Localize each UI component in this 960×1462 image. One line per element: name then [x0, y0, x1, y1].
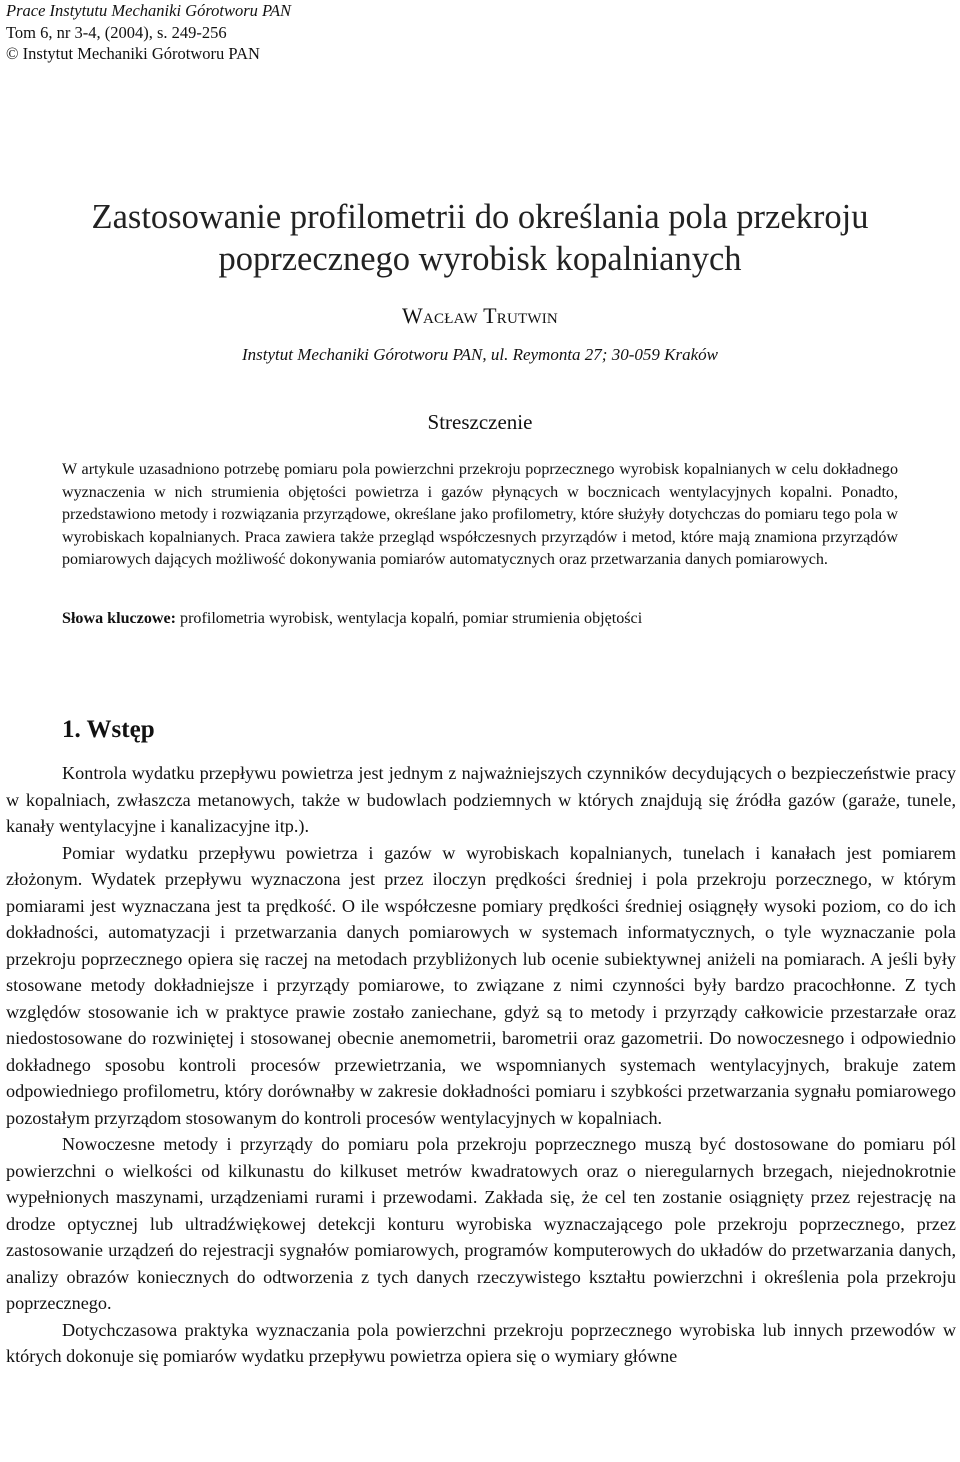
body-paragraph: Pomiar wydatku przepływu powietrza i gazów w wyrobiskach kopalnianych, tunelach i kanałach jest pomiarem złożonym. Wydatek przepływu wyznaczona jest przez iloczyn prędkości średniej i pola przekroju porzecznego, w którym pomiarami jest wyznaczana jest ta prędkość. O ile współczesne pomiary prędkości średniej osiągnęły wysoki poziom, co do ich dokładności, automatyzacji i przetwarzania danych pomiarowych w systemach informatycznych, o tyle wyznaczanie pola przekroju poprzecznego opiera się raczej na metodach przybliżonych lub ocenie subiektywnej aniżeli na pomiarach. A jeśli były stosowane metody dokładniejsze i przyrządy pomiarowe, to związane z nimi czynności były bardzo pracochłonne. Z tych względów stosowanie ich w praktyce prawie zostało zaniechane, gdyż są to metody i przyrządy całkowicie przestarzałe oraz niedostosowane do rozwiniętej i stosowanej obecnie anemometrii, barometrii oraz gazometrii. Do nowoczesnego i odpowiednio dokładnego sposobu kontroli procesów przewietrzania, we wspomnianych systemach wentylacyjnych, brakuje zatem odpowiedniego profilometru, który dorównałby w zakresie dokładności pomiaru i szybkości przetwarzania sygnału pomiarowego pozostałym przyrządom stosowanym do kontroli procesów wentylacyjnych w kopalniach.: [6, 842, 956, 1128]
paper-title: [0, 196, 960, 280]
author-name: Wacław Trutwin: [402, 303, 558, 328]
section-heading: 1. Wstęp: [62, 716, 155, 743]
abstract-text: W artykule uzasadniono potrzebę pomiaru pola powierzchni przekroju poprzecznego wyrobisk kopalnianych w celu dokładnego wyznaczenia w nich strumienia objętości powietrza i gazów płynących w bocznicach wentylacyjnych kopalni. Ponadto, przedstawiono metody i rozwiązania przyrządowe, określane jako profilometry, które służyły dotychczas do pomiaru tego pola w wyrobiskach kopalnianych. Praca zawiera także przegląd współczesnych przyrządów i metod, które mają znamiona przyrządów pomiarowych dających możliwość dokonywania pomiarów automatycznych oraz przetwarzania danych pomiarowych.: [62, 461, 898, 569]
author-affiliation: Instytut Mechaniki Górotworu PAN, ul. Reymonta 27; 30-059 Kraków: [242, 345, 718, 364]
body-paragraph: Nowoczesne metody i przyrządy do pomiaru pola przekroju poprzecznego muszą być dostosowane do pomiaru pól powierzchni o wielkości od kilkunastu do kilkuset metrów kwadratowych oraz o nieregularnych brzegach, niejednokrotnie wypełnionych maszynami, urządzeniami rurami i przewodami. Zakłada się, że cel ten zostanie osiągnięty przez rejestrację na drodze optycznej lub ultradźwiękowej detekcji konturu wyrobiska wyznaczającego pole przekroju poprzecznego, przez zastosowanie urządzeń do rejestracji sygnałów pomiarowych, programów komputerowych do układów do przetwarzania danych, analizy obrazów koniecznych do odtworzenia z tych danych rzeczywistego kształtu powierzchni i określenia pola przekroju poprzecznego.: [6, 1134, 956, 1313]
journal-name: Prace Instytutu Mechaniki Górotworu PAN: [6, 1, 292, 20]
keywords: [62, 608, 898, 631]
keywords-label: Słowa kluczowe:: [62, 610, 176, 627]
journal-header: [6, 0, 291, 65]
body-paragraph: Kontrola wydatku przepływu powietrza jest jednym z najważniejszych czynników decydujących o bezpieczeństwie pracy w kopalniach, zwłaszcza metanowych, także w budowlach podziemnych w których znajdują się źródła gazów (garaże, tunele, kanały wentylacyjne i kanalizacyjne itp.).: [6, 763, 956, 836]
abstract-heading: Streszczenie: [427, 410, 533, 434]
section-body: [6, 760, 956, 1370]
journal-volume: Tom 6, nr 3-4, (2004), s. 249-256: [6, 22, 227, 42]
journal-copyright: © Instytut Mechaniki Górotworu PAN: [6, 44, 260, 63]
keywords-text: profilometria wyrobisk, wentylacja kopalń, pomiar strumienia objętości: [180, 610, 643, 627]
paper-title-line-2: poprzecznego wyrobisk kopalnianych: [218, 240, 742, 278]
paper-title-line-1: Zastosowanie profilometrii do określania pola przekroju: [91, 198, 869, 236]
body-paragraph: Dotychczasowa praktyka wyznaczania pola powierzchni przekroju poprzecznego wyrobiska lub innych przewodów w których dokonuje się pomiarów wydatku przepływu powietrza opiera się o wymiary główne: [6, 1319, 956, 1366]
